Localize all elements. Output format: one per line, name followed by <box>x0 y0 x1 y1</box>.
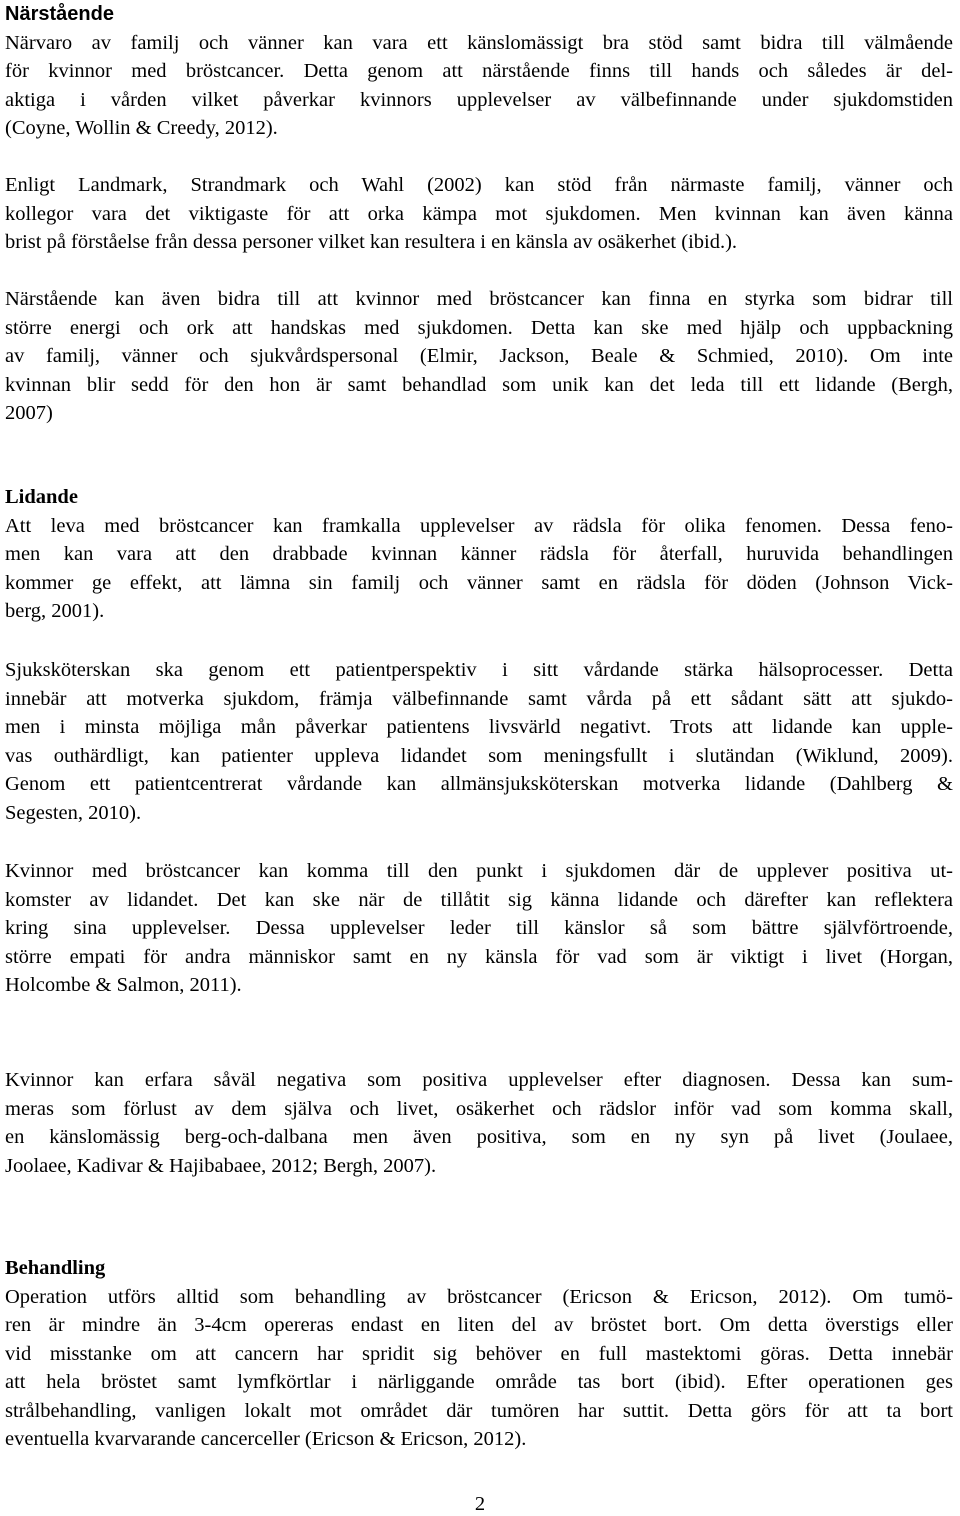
paragraph <box>5 29 953 143</box>
text-line: Joolaee, Kadivar & Hajibabaee, 2012; Bergh, 2007). <box>5 1154 437 1177</box>
text-line: att hela bröstet samt lymfkörtlar i närliggande område tas bort (ibid). Efter operationen ges <box>5 1371 953 1393</box>
text-line: strålbehandling, vanligen lokalt mot området där tumören har suttit. Detta görs för att ta bort <box>5 1399 953 1422</box>
text-line: kring sina upplevelser. Dessa upplevelser leder till känslor så som bättre självförtroende, <box>5 917 953 939</box>
text-line: Närstående kan även bidra till att kvinnor med bröstcancer kan finna en styrka som bidrar till <box>5 288 953 310</box>
text-line: större energi och ork att handskas med sjukdomen. Detta kan ske med hjälp och uppbackning <box>5 316 953 339</box>
paragraph <box>5 1066 953 1180</box>
section-behandling <box>5 1254 953 1454</box>
text-line: Att leva med bröstcancer kan framkalla upplevelser av rädsla för olika fenomen. Dessa feno- <box>5 514 953 537</box>
text-line: Segesten, 2010). <box>5 801 142 824</box>
text-line: brist på förståelse från dessa personer vilket kan resultera i en känsla av osäkerhet (ibid.). <box>5 231 738 253</box>
paragraph <box>5 656 953 827</box>
paragraph <box>5 171 953 257</box>
text-line: aktiga i vården vilket påverkar kvinnors upplevelser av välbefinnande under sjukdomstiden <box>5 88 953 111</box>
text-line: större empati för andra människor samt en ny känsla för vad som är viktigt i livet (Horgan, <box>5 945 953 968</box>
text-line: Kvinnor kan erfara såväl negativa som positiva upplevelser efter diagnosen. Dessa kan sum- <box>5 1069 953 1091</box>
section-narstaende <box>5 0 953 143</box>
text-line: för kvinnor med bröstcancer. Detta genom att närstående finns till hands och således är del- <box>5 60 953 82</box>
text-line: 2007) <box>5 402 53 424</box>
text-line: Sjuksköterskan ska genom ett patientperspektiv i sitt vårdande stärka hälsoprocesser. Detta <box>5 659 953 681</box>
text-line: Holcombe & Salmon, 2011). <box>5 974 242 996</box>
paragraph <box>5 512 953 626</box>
page-number: 2 <box>474 1493 486 1515</box>
text-line: eventuella kvarvarande cancerceller (Ericson & Ericson, 2012). <box>5 1428 527 1450</box>
text-line: meras som förlust av dem själva och livet, osäkerhet och rädslor inför vad som komma skall, <box>5 1097 953 1120</box>
text-line: men i minsta möjliga mån påverkar patientens livsvärld negativt. Trots att lidande kan upple- <box>5 716 953 738</box>
text-line: en känslomässig berg-och-dalbana men även positiva, som en ny syn på livet (Joulaee, <box>5 1126 953 1148</box>
text-line: vas outhärdligt, kan patienter uppleva lidandet som meningsfullt i slutändan (Wiklund, 2009). <box>5 744 953 767</box>
text-line: Kvinnor med bröstcancer kan komma till den punkt i sjukdomen där de upplever positiva ut- <box>5 860 953 882</box>
text-line: komster av lidandet. Det kan ske när de tillåtit sig känna lidande och därefter kan reflektera <box>5 888 953 911</box>
text-line: kommer ge effekt, att lämna sin familj och vänner samt en rädsla för döden (Johnson Vick- <box>5 571 953 594</box>
text-line: Operation utförs alltid som behandling av bröstcancer (Ericson & Ericson, 2012). Om tumö- <box>5 1285 953 1308</box>
section-heading: Lidande <box>5 486 78 508</box>
text-line: kollegor vara det viktigaste för att orka kämpa mot sjukdomen. Men kvinnan kan även känna <box>5 202 953 225</box>
text-line: av familj, vänner och sjukvårdspersonal (Elmir, Jackson, Beale & Schmied, 2010). Om inte <box>5 345 953 367</box>
paragraph <box>5 285 953 428</box>
section-heading: Närstående <box>5 3 114 25</box>
section-heading: Behandling <box>5 1257 106 1279</box>
text-line: (Coyne, Wollin & Creedy, 2012). <box>5 117 278 139</box>
paragraph <box>5 857 953 1000</box>
text-line: berg, 2001). <box>5 600 105 622</box>
text-line: Genom ett patientcentrerat vårdande kan allmänsjuksköterskan motverka lidande (Dahlberg & <box>5 773 953 795</box>
text-line: kvinnan blir sedd för den hon är samt behandlad som unik kan det leda till ett lidande (Bergh, <box>5 373 953 396</box>
paragraph <box>5 1283 953 1454</box>
text-line: innebär att motverka sjukdom, främja välbefinnande samt vårda på ett sådant sätt att sjukdo- <box>5 687 953 710</box>
text-line: men kan vara att den drabbade kvinnan känner rädsla för återfall, huruvida behandlingen <box>5 543 953 565</box>
text-line: Närvaro av familj och vänner kan vara ett känslomässigt bra stöd samt bidra till välmående <box>5 31 953 54</box>
text-line: Enligt Landmark, Strandmark och Wahl (2002) kan stöd från närmaste familj, vänner och <box>5 174 953 196</box>
text-line: ren är mindre än 3-4cm opereras endast en liten del av bröstet bort. Om detta överstigs eller <box>5 1314 953 1336</box>
section-lidande <box>5 483 953 626</box>
text-line: vid misstanke om att cancern har spridit sig behöver en full mastektomi göras. Detta innebär <box>5 1342 953 1365</box>
